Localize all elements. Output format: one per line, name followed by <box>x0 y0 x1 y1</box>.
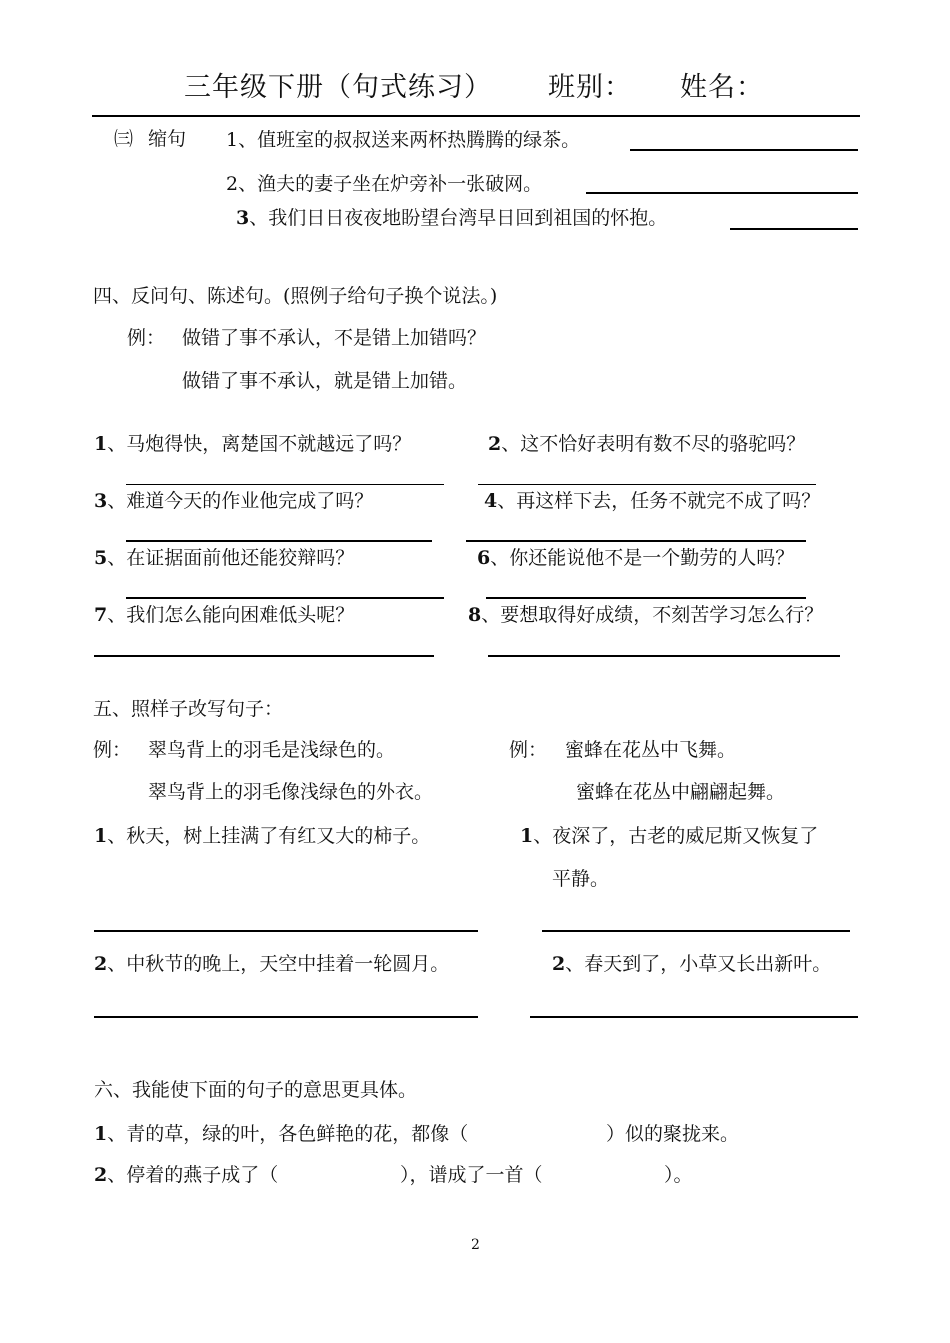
item-text: 、夜深了，古老的威尼斯又恢复了 <box>533 825 819 847</box>
answer-line[interactable] <box>542 930 850 932</box>
answer-line[interactable] <box>586 192 858 194</box>
item-number: 4 <box>484 490 498 512</box>
section4-item-7 <box>94 603 354 627</box>
section3-item-2 <box>226 172 542 196</box>
section6-item-2-part-a <box>94 1163 278 1187</box>
item-number: 2 <box>226 173 239 195</box>
section4-heading: 四、反问句、陈述句。(照例子给句子换个说法。) <box>93 285 498 307</box>
example2-rewrite: 蜜蜂在花丛中翩翩起舞。 <box>576 781 786 803</box>
item-text: 、值班室的叔叔送来两杯热腾腾的绿茶。 <box>238 129 581 151</box>
section5-heading: 五、照样子改写句子： <box>93 698 284 720</box>
section5-right-item-1-continuation: 平静。 <box>552 868 610 890</box>
example-label: 例： <box>93 739 132 761</box>
answer-line[interactable] <box>126 484 444 485</box>
section3-item-3 <box>236 206 667 230</box>
section6-item-1-part-a <box>94 1122 468 1146</box>
example-statement: 做错了事不承认，就是错上加错。 <box>182 370 468 392</box>
section3-item-1 <box>226 128 580 152</box>
name-label: 姓名： <box>680 72 764 103</box>
section5-right-item-2 <box>552 952 831 976</box>
item-text: 、青的草，绿的叶，各色鲜艳的花，都像（ <box>107 1123 469 1145</box>
section6-item-2-part-b: ），谱成了一首（ <box>400 1164 543 1186</box>
item-text: 、中秋节的晚上，天空中挂着一轮圆月。 <box>107 953 450 975</box>
item-number: 2 <box>488 433 502 455</box>
section4-item-4 <box>484 489 820 513</box>
answer-line[interactable] <box>94 1016 478 1018</box>
example-question: 做错了事不承认，不是错上加错吗？ <box>182 327 487 349</box>
section4-item-1 <box>94 432 411 456</box>
item-number: 6 <box>477 547 491 569</box>
section4-item-2 <box>488 432 805 456</box>
item-text: 、这不恰好表明有数不尽的骆驼吗？ <box>501 433 806 455</box>
item-number: 1 <box>226 129 239 151</box>
answer-line[interactable] <box>126 540 432 542</box>
answer-line[interactable] <box>488 655 840 657</box>
section3-label: 缩句 <box>148 128 187 150</box>
item-number: 1 <box>94 433 108 455</box>
title-underline <box>92 115 860 117</box>
item-text: 、我们日日夜夜地盼望台湾早日回到祖国的怀抱。 <box>249 207 668 229</box>
section4-item-6 <box>477 546 794 570</box>
item-number: 1 <box>94 825 108 847</box>
example-label: 例： <box>509 739 548 761</box>
item-number: 1 <box>520 825 534 847</box>
section4-item-5 <box>94 546 354 570</box>
item-number: 1 <box>94 1123 108 1145</box>
example1-rewrite: 翠鸟背上的羽毛像浅绿色的外衣。 <box>148 781 434 803</box>
item-text: 、在证据面前他还能狡辩吗？ <box>107 547 355 569</box>
item-text: 、停着的燕子成了（ <box>107 1164 279 1186</box>
item-text: 、渔夫的妻子坐在炉旁补一张破网。 <box>238 173 543 195</box>
section5-left-item-2 <box>94 952 449 976</box>
item-number: 7 <box>94 604 108 626</box>
section6-item-2-part-c: ）。 <box>664 1164 693 1186</box>
item-number: 5 <box>94 547 108 569</box>
section6-item-1-part-b: ）似的聚拢来。 <box>606 1123 740 1145</box>
section4-item-3 <box>94 489 373 513</box>
item-number: 3 <box>236 207 250 229</box>
answer-line[interactable] <box>630 149 858 151</box>
item-number: 8 <box>468 604 482 626</box>
section5-left-item-1 <box>94 824 430 848</box>
item-text: 、要想取得好成绩，不刻苦学习怎么行？ <box>481 604 824 626</box>
page-title: 三年级下册（句式练习） <box>184 72 492 103</box>
answer-line[interactable] <box>478 484 816 485</box>
item-number: 3 <box>94 490 108 512</box>
class-label: 班别： <box>548 72 632 103</box>
section3-marker: ㈢ <box>114 128 134 150</box>
answer-line[interactable] <box>94 655 434 657</box>
item-text: 、春天到了，小草又长出新叶。 <box>565 953 832 975</box>
answer-line[interactable] <box>486 597 806 599</box>
answer-line[interactable] <box>730 228 858 230</box>
example2-original: 蜜蜂在花丛中飞舞。 <box>565 739 737 761</box>
item-text: 、我们怎么能向困难低头呢？ <box>107 604 355 626</box>
item-number: 2 <box>552 953 566 975</box>
section4-item-8 <box>468 603 823 627</box>
answer-line[interactable] <box>126 597 444 599</box>
item-text: 、马炮得快，离楚国不就越远了吗？ <box>107 433 412 455</box>
section5-right-item-1 <box>520 824 818 848</box>
page-number: 2 <box>471 1237 480 1253</box>
answer-line[interactable] <box>466 540 806 542</box>
item-number: 2 <box>94 1164 108 1186</box>
section6-heading: 六、我能使下面的句子的意思更具体。 <box>94 1079 418 1101</box>
item-text: 、再这样下去，任务不就完不成了吗？ <box>497 490 821 512</box>
item-text: 、秋天，树上挂满了有红又大的柿子。 <box>107 825 431 847</box>
example-label: 例： <box>127 327 166 349</box>
item-text: 、你还能说他不是一个勤劳的人吗？ <box>490 547 795 569</box>
example1-original: 翠鸟背上的羽毛是浅绿色的。 <box>148 739 396 761</box>
answer-line[interactable] <box>94 930 478 932</box>
answer-line[interactable] <box>530 1016 858 1018</box>
item-number: 2 <box>94 953 108 975</box>
item-text: 、难道今天的作业他完成了吗？ <box>107 490 374 512</box>
